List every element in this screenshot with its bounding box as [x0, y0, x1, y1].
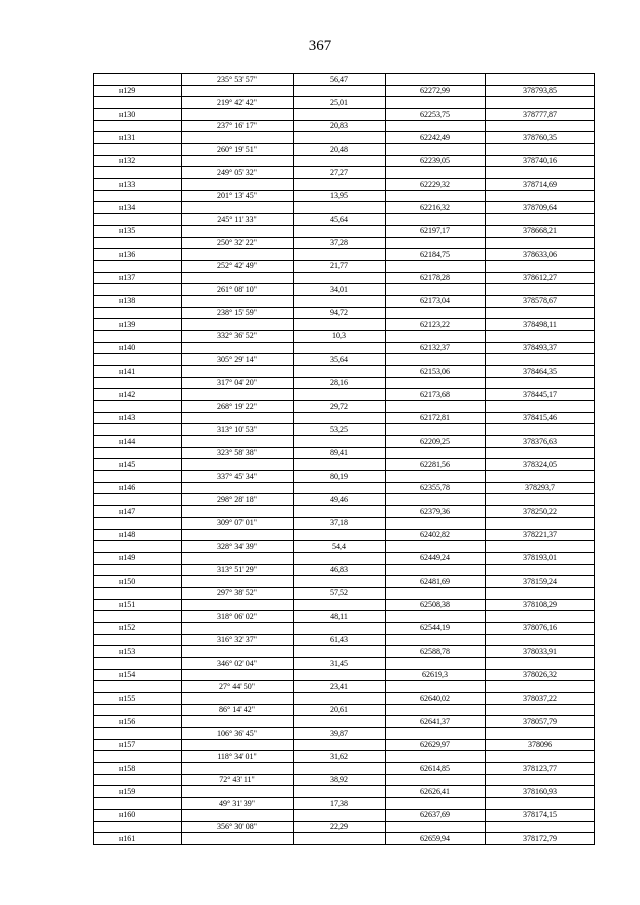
point-y: 378174,15: [523, 810, 557, 820]
segment-angle: 323° 58' 38": [217, 448, 257, 458]
point-x: 62626,41: [420, 786, 450, 796]
segment-angle: 317° 04' 20": [217, 378, 257, 388]
segment-length: 23,41: [330, 681, 348, 691]
point-y: 378324,05: [523, 459, 557, 469]
point-name: н139: [119, 319, 136, 329]
point-y: 378612,27: [523, 273, 557, 283]
point-name: н149: [119, 553, 136, 563]
segment-length: 38,92: [330, 775, 348, 785]
segment-angle: 237° 16' 17": [217, 121, 257, 131]
segment-angle: 249° 05' 32": [217, 167, 257, 177]
segment-length: 53,25: [330, 424, 348, 434]
point-y: 378633,06: [523, 249, 557, 259]
point-x: 62123,22: [420, 319, 450, 329]
point-y: 378445,17: [523, 389, 557, 399]
point-x: 62229,32: [420, 179, 450, 189]
segment-length: 27,27: [330, 167, 348, 177]
point-x: 62184,75: [420, 249, 450, 259]
segment-length: 17,38: [330, 798, 348, 808]
segment-angle: 268° 19' 22": [217, 401, 257, 411]
point-y: 378159,24: [523, 576, 557, 586]
segment-length: 46,83: [330, 565, 348, 575]
point-x: 62614,85: [420, 763, 450, 773]
segment-angle: 118° 34' 01": [217, 751, 257, 761]
segment-length: 48,11: [330, 611, 348, 621]
point-y: 378498,11: [523, 319, 557, 329]
point-y: 378293,7: [525, 483, 555, 493]
point-x: 62178,28: [420, 273, 450, 283]
segment-angle: 316° 32' 37": [217, 635, 257, 645]
segment-length: 37,28: [330, 238, 348, 248]
point-x: 62588,78: [420, 646, 450, 656]
point-name: н133: [119, 179, 136, 189]
segment-angle: 219° 42' 42": [217, 97, 257, 107]
point-x: 62659,94: [420, 833, 450, 843]
point-x: 62544,19: [420, 623, 450, 633]
point-name: н150: [119, 576, 136, 586]
segment-length: 25,01: [330, 97, 348, 107]
point-x: 62640,02: [420, 693, 450, 703]
point-x: 62272,99: [420, 86, 450, 96]
point-y: 378160,93: [523, 786, 557, 796]
point-x: 62132,37: [420, 343, 450, 353]
segment-length: 54,4: [332, 541, 346, 551]
point-x: 62619,3: [422, 670, 448, 680]
point-x: 62209,25: [420, 436, 450, 446]
point-name: н158: [119, 763, 136, 773]
segment-length: 39,87: [330, 728, 348, 738]
point-name: н152: [119, 623, 136, 633]
segment-angle: 260° 19' 51": [217, 144, 257, 154]
point-name: н132: [119, 156, 136, 166]
point-name: н154: [119, 670, 136, 680]
point-x: 62449,24: [420, 553, 450, 563]
point-name: н140: [119, 343, 136, 353]
point-name: н131: [119, 132, 136, 142]
point-name: н153: [119, 646, 136, 656]
point-y: 378578,67: [523, 296, 557, 306]
segment-length: 22,29: [330, 822, 348, 832]
segment-length: 31,45: [330, 658, 348, 668]
segment-angle: 72° 43' 11": [219, 775, 255, 785]
point-name: н143: [119, 413, 136, 423]
point-y: 378221,37: [523, 530, 557, 540]
segment-angle: 328° 34' 39": [217, 541, 257, 551]
segment-angle: 86° 14' 42": [219, 705, 255, 715]
point-x: 62239,05: [420, 156, 450, 166]
point-x: 62637,69: [420, 810, 450, 820]
segment-length: 56,47: [330, 74, 348, 84]
segment-angle: 305° 29' 14": [217, 354, 257, 364]
point-name: н134: [119, 202, 136, 212]
point-name: н146: [119, 483, 136, 493]
point-name: н159: [119, 786, 136, 796]
point-y: 378740,16: [523, 156, 557, 166]
point-y: 378026,32: [523, 670, 557, 680]
segment-length: 34,01: [330, 284, 348, 294]
point-y: 378376,63: [523, 436, 557, 446]
point-name: н160: [119, 810, 136, 820]
segment-angle: 297° 38' 52": [217, 588, 257, 598]
segment-length: 94,72: [330, 308, 348, 318]
segment-angle: 332° 36' 52": [217, 331, 257, 341]
point-y: 378123,77: [523, 763, 557, 773]
point-name: н157: [119, 740, 136, 750]
point-y: 378250,22: [523, 506, 557, 516]
point-y: 378193,01: [523, 553, 557, 563]
point-y: 378076,16: [523, 623, 557, 633]
point-x: 62173,68: [420, 389, 450, 399]
segment-angle: 356° 30' 08": [217, 822, 257, 832]
point-x: 62242,49: [420, 132, 450, 142]
point-name: н155: [119, 693, 136, 703]
segment-angle: 235° 53' 57": [217, 74, 257, 84]
segment-angle: 346° 02' 04": [217, 658, 257, 668]
point-y: 378714,69: [523, 179, 557, 189]
segment-length: 57,52: [330, 588, 348, 598]
point-name: н141: [119, 366, 136, 376]
point-name: н145: [119, 459, 136, 469]
point-x: 62173,04: [420, 296, 450, 306]
segment-angle: 252° 42' 49": [217, 261, 257, 271]
point-y: 378037,22: [523, 693, 557, 703]
segment-angle: 238° 15' 59": [217, 308, 257, 318]
segment-length: 80,19: [330, 471, 348, 481]
point-y: 378464,35: [523, 366, 557, 376]
segment-angle: 250° 32' 22": [217, 238, 257, 248]
segment-angle: 49° 31' 39": [219, 798, 255, 808]
segment-length: 13,95: [330, 191, 348, 201]
segment-angle: 261° 08' 10": [217, 284, 257, 294]
segment-angle: 27° 44' 50": [219, 681, 255, 691]
segment-length: 20,48: [330, 144, 348, 154]
point-x: 62508,38: [420, 600, 450, 610]
point-name: н138: [119, 296, 136, 306]
point-y: 378057,79: [523, 716, 557, 726]
point-name: н148: [119, 530, 136, 540]
point-x: 62197,17: [420, 226, 450, 236]
segment-length: 31,62: [330, 751, 348, 761]
segment-length: 61,43: [330, 635, 348, 645]
point-x: 62172,81: [420, 413, 450, 423]
segment-angle: 201° 13' 45": [217, 191, 257, 201]
point-x: 62402,82: [420, 530, 450, 540]
point-y: 378760,35: [523, 132, 557, 142]
point-x: 62481,69: [420, 576, 450, 586]
point-name: н161: [119, 833, 136, 843]
table-row-border: [93, 844, 595, 845]
segment-length: 49,46: [330, 494, 348, 504]
point-name: н136: [119, 249, 136, 259]
segment-length: 10,3: [332, 331, 346, 341]
point-x: 62281,56: [420, 459, 450, 469]
point-y: 378415,46: [523, 413, 557, 423]
segment-angle: 337° 45' 34": [217, 471, 257, 481]
coordinates-table: [93, 73, 595, 844]
point-x: 62253,75: [420, 109, 450, 119]
segment-angle: 313° 10' 53": [217, 424, 257, 434]
point-x: 62641,37: [420, 716, 450, 726]
point-x: 62355,78: [420, 483, 450, 493]
segment-length: 28,16: [330, 378, 348, 388]
point-x: 62216,32: [420, 202, 450, 212]
point-y: 378033,91: [523, 646, 557, 656]
segment-length: 21,77: [330, 261, 348, 271]
segment-length: 29,72: [330, 401, 348, 411]
segment-length: 45,64: [330, 214, 348, 224]
point-name: н151: [119, 600, 136, 610]
point-y: 378493,37: [523, 343, 557, 353]
point-y: 378793,85: [523, 86, 557, 96]
segment-angle: 245° 11' 33": [217, 214, 257, 224]
point-name: н130: [119, 109, 136, 119]
point-y: 378108,29: [523, 600, 557, 610]
point-y: 378777,87: [523, 109, 557, 119]
segment-length: 37,18: [330, 518, 348, 528]
point-x: 62629,97: [420, 740, 450, 750]
segment-angle: 298° 28' 18": [217, 494, 257, 504]
segment-length: 20,61: [330, 705, 348, 715]
segment-angle: 309° 07' 01": [217, 518, 257, 528]
point-name: н156: [119, 716, 136, 726]
point-name: н129: [119, 86, 136, 96]
point-name: н144: [119, 436, 136, 446]
point-y: 378172,79: [523, 833, 557, 843]
segment-angle: 106° 36' 45": [217, 728, 257, 738]
point-x: 62379,36: [420, 506, 450, 516]
page-number: 367: [308, 38, 332, 54]
segment-length: 20,83: [330, 121, 348, 131]
point-name: н135: [119, 226, 136, 236]
point-name: н137: [119, 273, 136, 283]
segment-angle: 313° 51' 29": [217, 565, 257, 575]
point-x: 62153,06: [420, 366, 450, 376]
point-y: 378709,64: [523, 202, 557, 212]
segment-length: 35,64: [330, 354, 348, 364]
point-y: 378668,21: [523, 226, 557, 236]
point-name: н147: [119, 506, 136, 516]
point-y: 378096: [528, 740, 552, 750]
segment-angle: 318° 06' 02": [217, 611, 257, 621]
point-name: н142: [119, 389, 136, 399]
segment-length: 89,41: [330, 448, 348, 458]
